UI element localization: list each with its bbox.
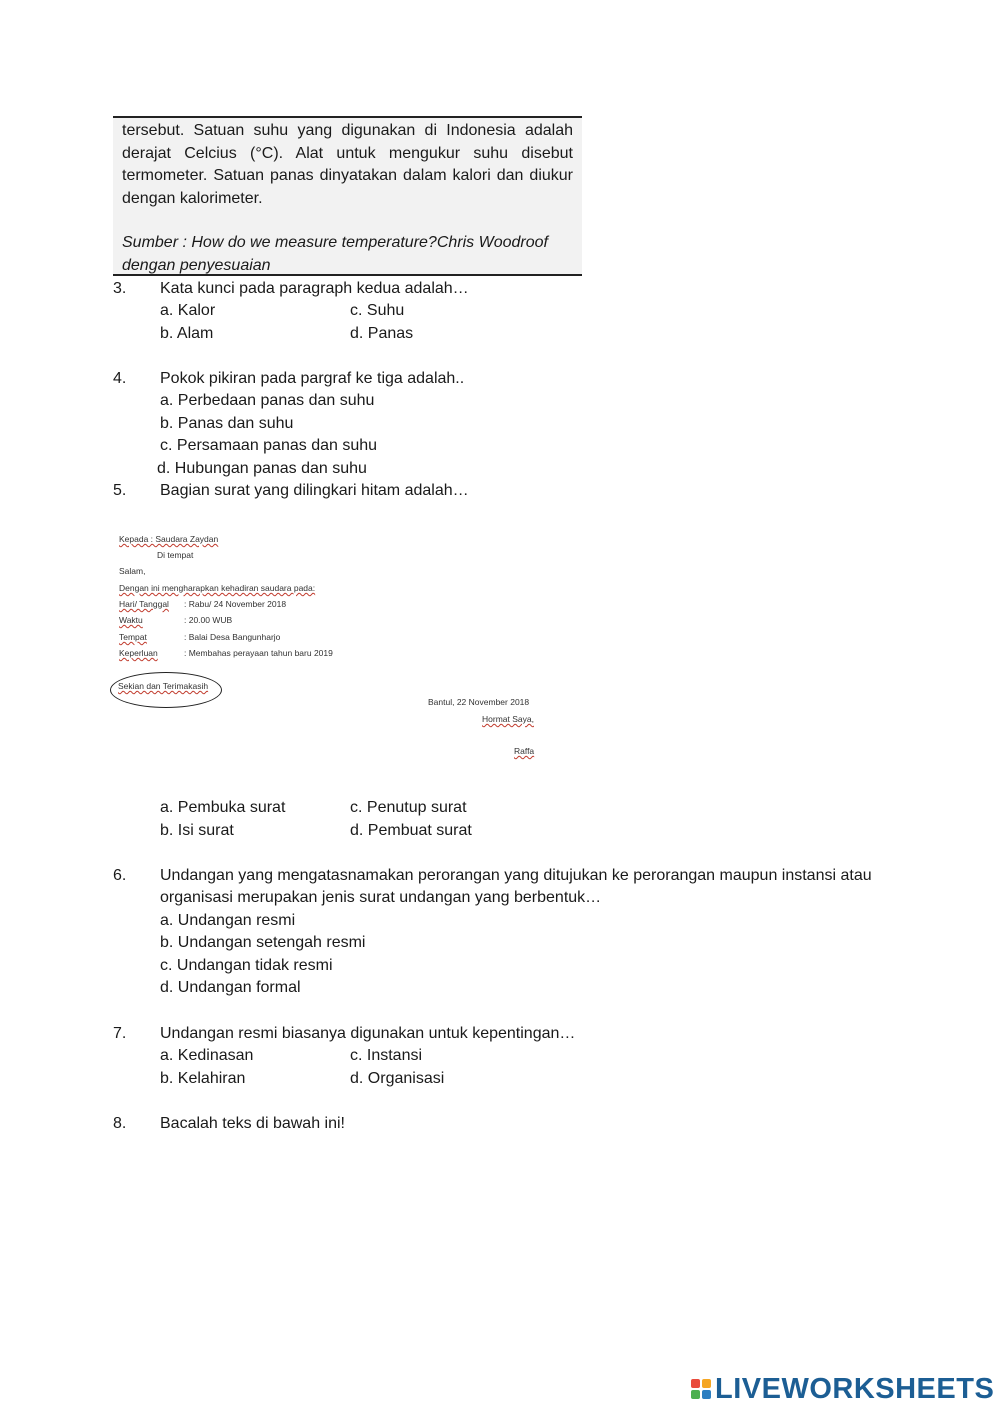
question-3-option-d[interactable]: d. Panas <box>350 325 414 342</box>
letter-date: Bantul, 22 November 2018 <box>428 697 530 707</box>
letter-sender: Raffa <box>514 746 535 756</box>
invitation-letter-image <box>110 528 550 760</box>
question-5-text: Bagian surat yang dilingkari hitam adalah… <box>160 482 469 499</box>
question-4-option-d[interactable]: d. Hubungan panas dan suhu <box>157 460 367 477</box>
question-6-text-line1: Undangan yang mengatasnamakan perorangan yang ditujukan ke perorangan maupun instansi atau <box>160 867 872 884</box>
question-4-option-c[interactable]: c. Persamaan panas dan suhu <box>160 437 378 454</box>
question-7-option-d[interactable]: d. Organisasi <box>350 1070 445 1087</box>
letter-purpose-label: Keperluan <box>119 648 158 658</box>
question-8-number: 8. <box>113 1115 127 1132</box>
question-5-option-d[interactable]: d. Pembuat surat <box>350 822 472 839</box>
letter-venue-value: : Balai Desa Bangunharjo <box>184 632 281 642</box>
question-6-text-line2: organisasi merupakan jenis surat undangan yang berbentuk… <box>160 889 602 906</box>
letter-intro: Dengan ini mengharapkan kehadiran saudara pada: <box>119 583 316 593</box>
question-7-option-b[interactable]: b. Kelahiran <box>160 1070 246 1087</box>
question-6-number: 6. <box>113 867 127 884</box>
question-6-option-a[interactable]: a. Undangan resmi <box>160 912 296 929</box>
passage-source: Sumber : How do we measure temperature?Chris Woodroof dengan penyesuaian <box>122 234 548 274</box>
letter-time-value: : 20.00 WUB <box>184 615 233 625</box>
question-4-option-a[interactable]: a. Perbedaan panas dan suhu <box>160 392 375 409</box>
question-7-text: Undangan resmi biasanya digunakan untuk kepentingan… <box>160 1025 576 1042</box>
question-7-number: 7. <box>113 1025 127 1042</box>
question-7-option-a[interactable]: a. Kedinasan <box>160 1047 254 1064</box>
question-6-option-b[interactable]: b. Undangan setengah resmi <box>160 934 366 951</box>
letter-closing: Sekian dan Terimakasih <box>118 681 209 691</box>
reading-passage <box>113 116 582 276</box>
question-8-text: Bacalah teks di bawah ini! <box>160 1115 345 1132</box>
question-6-option-d[interactable]: d. Undangan formal <box>160 979 301 996</box>
question-3-option-b[interactable]: b. Alam <box>160 325 214 342</box>
letter-place: Di tempat <box>157 550 194 560</box>
letter-greeting: Salam, <box>119 566 146 576</box>
logo-blocks-icon <box>691 1379 711 1399</box>
letter-regards: Hormat Saya, <box>482 714 534 724</box>
letter-venue-label: Tempat <box>119 632 147 642</box>
question-7-option-c[interactable]: c. Instansi <box>350 1047 423 1064</box>
question-4-number: 4. <box>113 370 127 387</box>
question-4-option-b[interactable]: b. Panas dan suhu <box>160 415 294 432</box>
passage-text: tersebut. Satuan suhu yang digunakan di Indonesia adalah derajat Celcius (°C). Alat untuk mengukur suhu disebut termometer. Satuan panas dinyatakan dalam kalori dan diukur dengan kalorimeter. <box>122 122 573 207</box>
question-3-option-c[interactable]: c. Suhu <box>350 302 405 319</box>
question-4-text: Pokok pikiran pada pargraf ke tiga adalah.. <box>160 370 465 387</box>
question-5-option-b[interactable]: b. Isi surat <box>160 822 234 839</box>
letter-day-value: : Rabu/ 24 November 2018 <box>184 599 287 609</box>
letter-time-label: Waktu <box>119 615 143 625</box>
letter-purpose-value: : Membahas perayaan tahun baru 2019 <box>184 648 333 658</box>
question-3-text: Kata kunci pada paragraph kedua adalah… <box>160 280 469 297</box>
question-6-option-c[interactable]: c. Undangan tidak resmi <box>160 957 333 974</box>
question-3-option-a[interactable]: a. Kalor <box>160 302 216 319</box>
letter-day-label: Hari/ Tanggal <box>119 599 169 609</box>
question-5-number: 5. <box>113 482 127 499</box>
letter-recipient: Kepada : Saudara Zaydan <box>119 534 219 544</box>
question-3-number: 3. <box>113 280 127 297</box>
logo-text: LIVEWORKSHEETS <box>715 1372 995 1405</box>
question-5-option-a[interactable]: a. Pembuka surat <box>160 799 286 816</box>
question-5-option-c[interactable]: c. Penutup surat <box>350 799 467 816</box>
liveworksheets-logo[interactable] <box>691 1372 994 1406</box>
